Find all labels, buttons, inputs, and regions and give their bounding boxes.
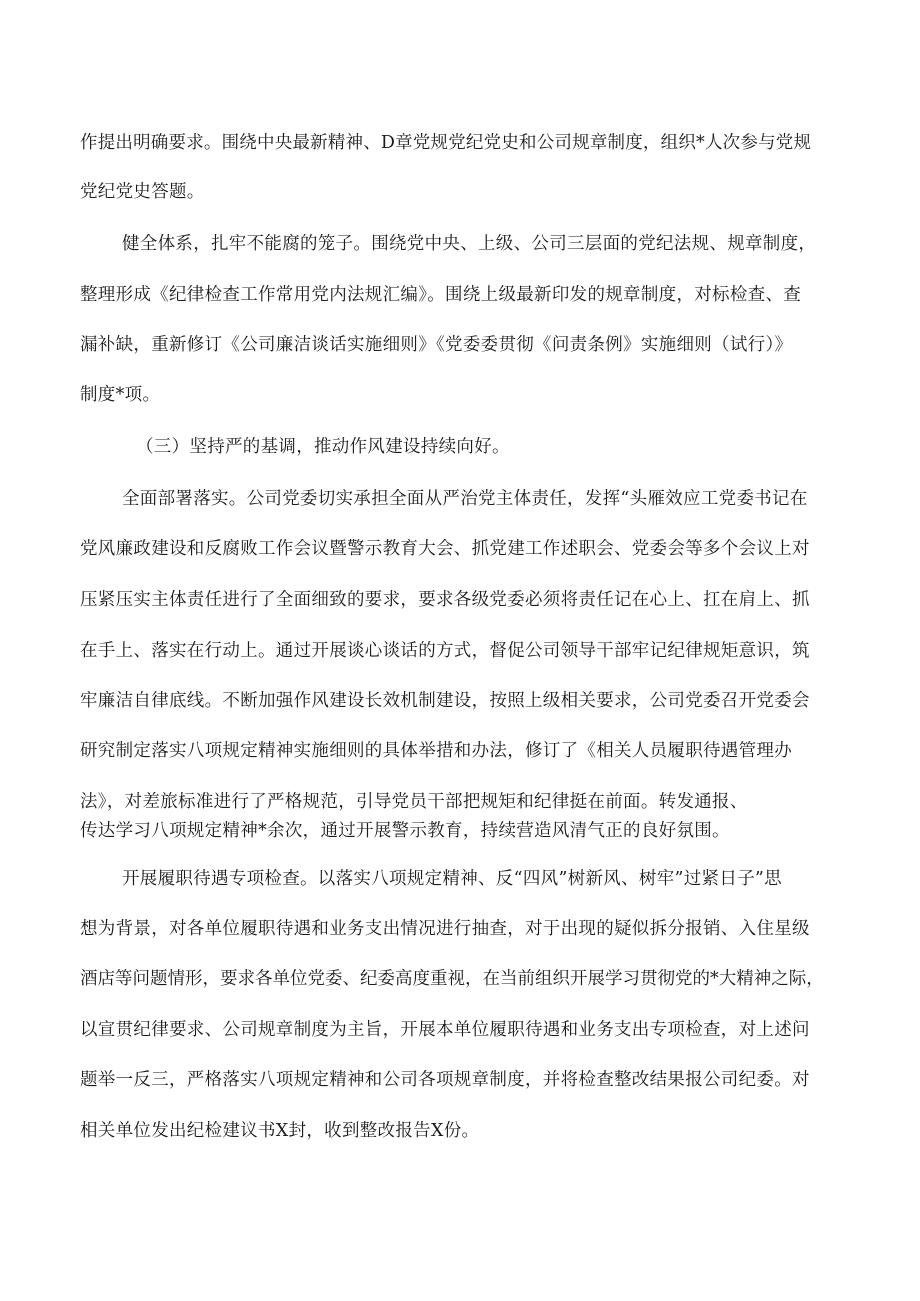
text-line-12: 牢廉洁自律底线。不断加强作风建设长效机制建设，按照上级相关要求，公司党委召开党委会 — [80, 691, 810, 711]
text-line-13: 研究制定落实八项规定精神实施细则的具体举措和办法，修订了《相关人员履职待遇管理办 — [80, 741, 792, 761]
text-line-18: 酒店等问题情形，要求各单位党委、纪委高度重视，在当前组织开展学习贯彻党的*大精神之际， — [80, 969, 824, 989]
text-line-11: 在手上、落实在行动上。通过开展谈心谈话的方式，督促公司领导干部牢记纪律规矩意识，筑 — [80, 641, 810, 661]
text-line-20: 题举一反三，严格落实八项规定精神和公司各项规章制度，并将检查整改结果报公司纪委。对 — [80, 1070, 810, 1090]
text-line-10: 压紧压实主体责任进行了全面细致的要求，要求各级党委必须将责任记在心上、扛在肩上、抓 — [80, 590, 810, 610]
text-line-14: 法》，对差旅标准进行了严格规范，引导党员干部把规矩和纪律挺在前面。转发通报、 — [80, 792, 748, 812]
section-heading: （三）坚持严的基调，推动作风建设持续向好。 — [136, 437, 510, 457]
text-line-3: 健全体系，扎牢不能腐的笼子。围绕党中央、上级、公司三层面的党纪法规、规章制度， — [122, 234, 817, 254]
text-line-8: 全面部署落实。公司党委切实承担全面从严治党主体责任，发挥“头雁效应工党委书记在 — [122, 489, 808, 509]
text-line-16: 开展履职待遇专项检查。以落实八项规定精神、反“四风”树新风、树牢”过紧日子”思 — [122, 869, 782, 889]
text-line-21: 相关单位发出纪检建议书X封，收到整改报告X份。 — [80, 1121, 480, 1141]
text-line-9: 党风廉政建设和反腐败工作会议暨警示教育大会、抓党建工作述职会、党委会等多个会议上对 — [80, 539, 810, 559]
text-line-2: 党纪党史答题。 — [80, 182, 205, 202]
text-line-15: 传达学习八项规定精神*余次，通过开展警示教育，持续营造风清气正的良好氛围。 — [80, 821, 730, 841]
text-line-4: 整理形成《纪律检查工作常用党内法规汇编》。围绕上级最新印发的规章制度，对标检查、查 — [80, 285, 802, 305]
text-line-5: 漏补缺，重新修订《公司廉洁谈话实施细则》《党委委贯彻《问责条例》实施细则（试行）》 — [80, 335, 793, 355]
text-line-1: 作提出明确要求。围绕中央最新精神、D章党规党纪党史和公司规章制度，组织*人次参与党规 — [80, 133, 812, 153]
text-line-6: 制度*项。 — [80, 385, 161, 405]
text-line-19: 以宣贯纪律要求、公司规章制度为主旨，开展本单位履职待遇和业务支出专项检查，对上述问 — [80, 1020, 810, 1040]
text-line-17: 想为背景，对各单位履职待遇和业务支出情况进行抽查，对于出现的疑似拆分报销、入住星级 — [80, 919, 810, 939]
